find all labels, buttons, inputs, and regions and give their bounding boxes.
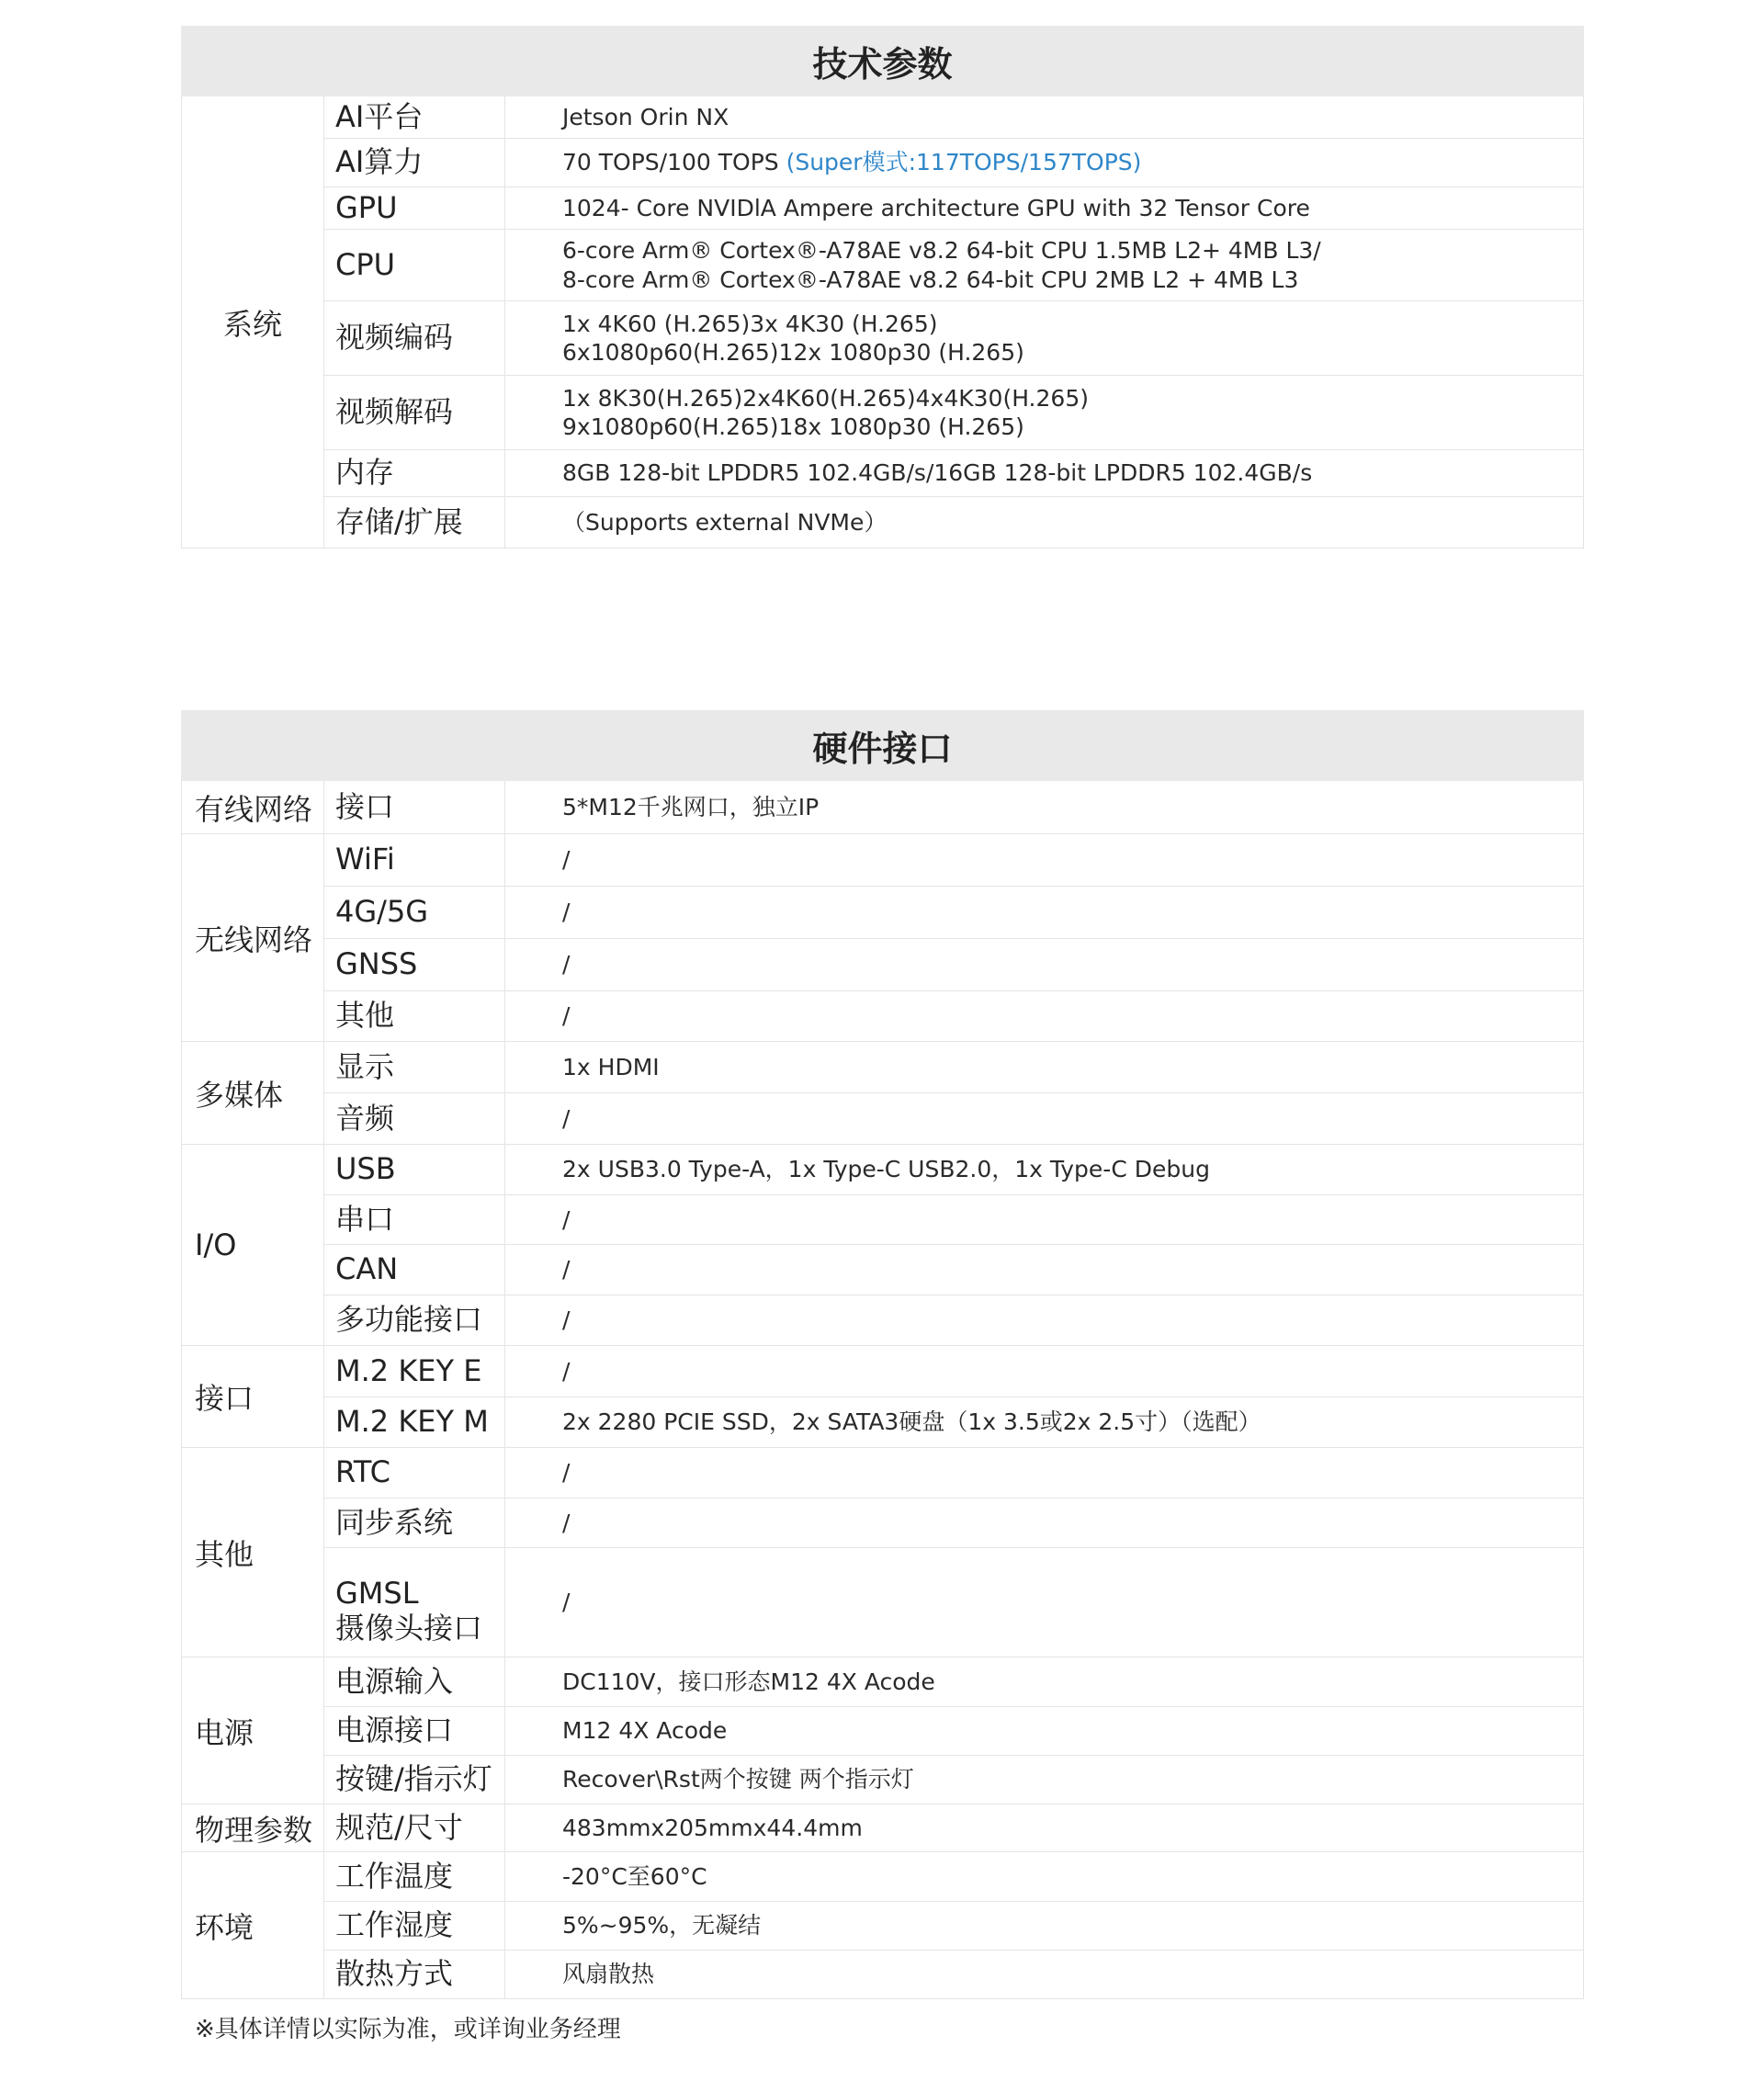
- value-dimensions: 483mmx205mmx44.4mm: [505, 1804, 1584, 1852]
- category-interface: 接口: [182, 1346, 324, 1448]
- label-display: 显示: [324, 1042, 505, 1093]
- value-multi-function: /: [505, 1295, 1584, 1346]
- label-wifi: WiFi: [324, 834, 505, 887]
- label-buttons-leds: 按键/指示灯: [324, 1756, 505, 1804]
- label-usb: USB: [324, 1145, 505, 1195]
- value-cpu-line2: 8-core Arm® Cortex®-A78AE v8.2 64-bit CPU 2MB L2 + 4MB L3: [562, 266, 1299, 293]
- value-port: 5*M12千兆网口，独立IP: [505, 781, 1584, 834]
- value-cooling: 风扇散热: [505, 1951, 1584, 1999]
- label-memory: 内存: [324, 450, 505, 497]
- label-dimensions: 规范/尺寸: [324, 1804, 505, 1852]
- footnote: ※具体详情以实际为准，或详询业务经理: [195, 2016, 621, 2043]
- label-gpu: GPU: [324, 187, 505, 230]
- hardware-interface-title: 硬件接口: [182, 711, 1584, 781]
- label-m2-key-m: M.2 KEY M: [324, 1397, 505, 1448]
- value-buttons-leds: Recover\Rst两个按键 两个指示灯: [505, 1756, 1584, 1804]
- value-cpu: [505, 230, 1584, 301]
- value-video-encode-line2: 6x1080p60(H.265)12x 1080p30 (H.265): [562, 339, 1024, 366]
- ai-compute-super: (Super模式:117TOPS/157TOPS): [786, 149, 1142, 176]
- label-work-humidity: 工作湿度: [324, 1902, 505, 1951]
- value-rtc: /: [505, 1448, 1584, 1499]
- label-multi-function: 多功能接口: [324, 1295, 505, 1346]
- value-gnss: /: [505, 939, 1584, 991]
- label-m2-key-e: M.2 KEY E: [324, 1346, 505, 1397]
- value-storage: （Supports external NVMe）: [505, 497, 1584, 549]
- tech-spec-title: 技术参数: [182, 27, 1584, 96]
- label-can: CAN: [324, 1245, 505, 1295]
- label-power-port: 电源接口: [324, 1707, 505, 1756]
- value-m2-key-e: /: [505, 1346, 1584, 1397]
- value-power-input: DC110V，接口形态M12 4X Acode: [505, 1657, 1584, 1707]
- category-physical: 物理参数: [182, 1804, 324, 1852]
- label-cooling: 散热方式: [324, 1951, 505, 1999]
- value-sync-system: /: [505, 1499, 1584, 1548]
- label-audio: 音频: [324, 1093, 505, 1145]
- value-4g5g: /: [505, 887, 1584, 939]
- category-environment: 环境: [182, 1852, 324, 1999]
- label-gmsl: [324, 1548, 505, 1657]
- value-m2-key-m: 2x 2280 PCIE SSD，2x SATA3硬盘（1x 3.5或2x 2.5寸）（选配）: [505, 1397, 1584, 1448]
- hardware-interface-table: [181, 710, 1584, 1999]
- value-work-humidity: 5%~95%，无凝结: [505, 1902, 1584, 1951]
- label-gmsl-line2: 摄像头接口: [335, 1611, 483, 1646]
- value-video-decode-line2: 9x1080p60(H.265)18x 1080p30 (H.265): [562, 413, 1024, 440]
- value-display: 1x HDMI: [505, 1042, 1584, 1093]
- value-memory: 8GB 128-bit LPDDR5 102.4GB/s/16GB 128-bit LPDDR5 102.4GB/s: [505, 450, 1584, 497]
- value-video-encode-line1: 1x 4K60 (H.265)3x 4K30 (H.265): [562, 310, 938, 337]
- category-wired-network: 有线网络: [182, 781, 324, 834]
- value-wifi: /: [505, 834, 1584, 887]
- category-system: 系统: [182, 96, 324, 549]
- value-work-temp: -20°C至60°C: [505, 1852, 1584, 1902]
- label-4g5g: 4G/5G: [324, 887, 505, 939]
- label-serial: 串口: [324, 1195, 505, 1245]
- label-wireless-other: 其他: [324, 991, 505, 1042]
- label-power-input: 电源输入: [324, 1657, 505, 1707]
- value-cpu-line1: 6-core Arm® Cortex®-A78AE v8.2 64-bit CPU 1.5MB L2+ 4MB L3/: [562, 237, 1321, 265]
- label-gmsl-line1: GMSL: [335, 1576, 419, 1612]
- label-storage: 存储/扩展: [324, 497, 505, 549]
- label-ai-compute: AI算力: [324, 139, 505, 187]
- value-gmsl: /: [505, 1548, 1584, 1657]
- category-multimedia: 多媒体: [182, 1042, 324, 1145]
- label-cpu: CPU: [324, 230, 505, 301]
- value-gpu: 1024- Core NVIDlA Ampere architecture GPU with 32 Tensor Core: [505, 187, 1584, 230]
- label-video-encode: 视频编码: [324, 301, 505, 376]
- value-ai-platform: Jetson Orin NX: [505, 96, 1584, 139]
- value-can: /: [505, 1245, 1584, 1295]
- value-usb: 2x USB3.0 Type-A，1x Type-C USB2.0，1x Type-C Debug: [505, 1145, 1584, 1195]
- value-ai-compute: [505, 139, 1584, 187]
- label-ai-platform: AI平台: [324, 96, 505, 139]
- label-work-temp: 工作温度: [324, 1852, 505, 1902]
- value-video-encode: [505, 301, 1584, 376]
- value-serial: /: [505, 1195, 1584, 1245]
- ai-compute-base: 70 TOPS/100 TOPS: [562, 149, 786, 176]
- tech-spec-table: [181, 26, 1584, 549]
- label-rtc: RTC: [324, 1448, 505, 1499]
- value-audio: /: [505, 1093, 1584, 1145]
- category-wireless-network: 无线网络: [182, 834, 324, 1042]
- category-other: 其他: [182, 1448, 324, 1657]
- value-wireless-other: /: [505, 991, 1584, 1042]
- label-gnss: GNSS: [324, 939, 505, 991]
- value-video-decode: [505, 376, 1584, 450]
- value-video-decode-line1: 1x 8K30(H.265)2x4K60(H.265)4x4K30(H.265): [562, 384, 1089, 412]
- value-power-port: M12 4X Acode: [505, 1707, 1584, 1756]
- category-power: 电源: [182, 1657, 324, 1804]
- label-sync-system: 同步系统: [324, 1499, 505, 1548]
- category-io: I/O: [182, 1145, 324, 1346]
- label-port: 接口: [324, 781, 505, 834]
- label-video-decode: 视频解码: [324, 376, 505, 450]
